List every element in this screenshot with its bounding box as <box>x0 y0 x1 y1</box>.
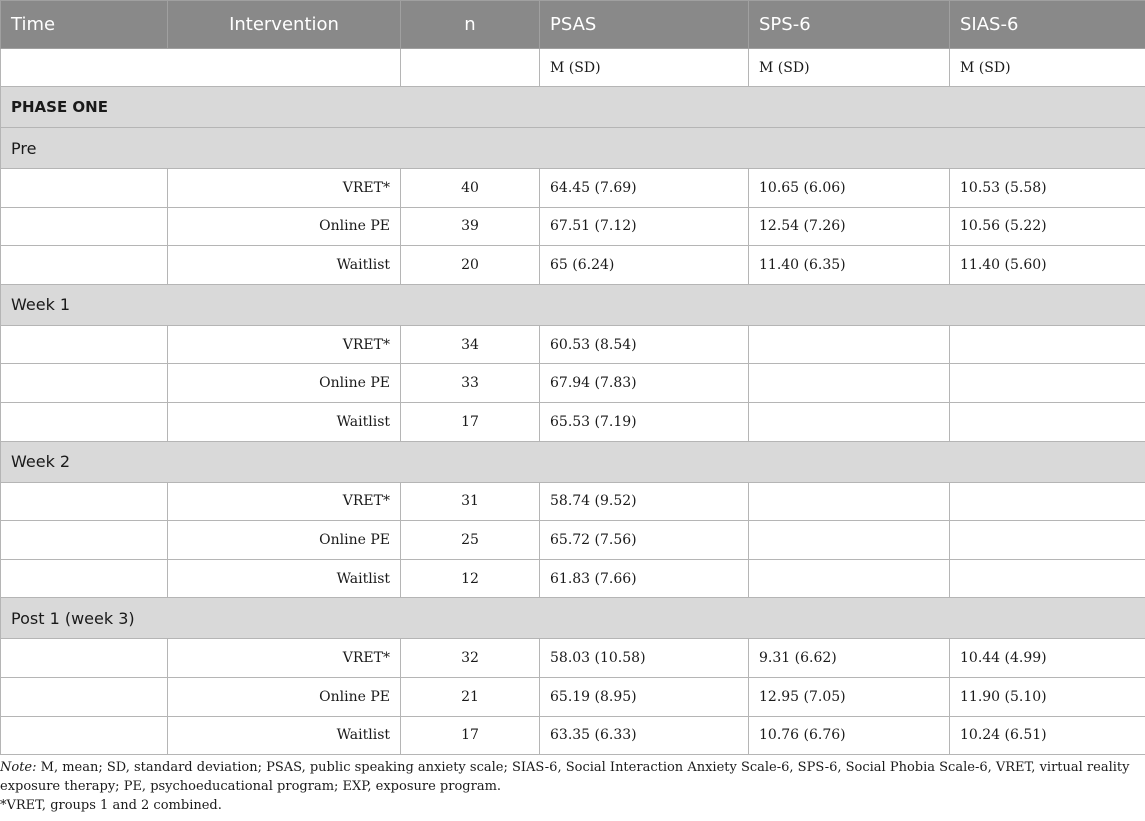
cell-sps6: 10.65 (6.06) <box>749 169 950 208</box>
cell-n: 40 <box>401 169 540 208</box>
cell-sias6: 10.53 (5.58) <box>950 169 1145 208</box>
cell-sps6 <box>749 364 950 403</box>
cell-psas: 58.74 (9.52) <box>540 482 749 521</box>
header-time: Time <box>1 1 168 49</box>
cell-sias6 <box>950 402 1145 441</box>
cell-psas: 67.51 (7.12) <box>540 207 749 246</box>
cell-intervention: VRET* <box>168 325 401 364</box>
cell-time-blank <box>1 559 168 598</box>
cell-intervention: VRET* <box>168 639 401 678</box>
subheader-psas: M (SD) <box>540 49 749 87</box>
cell-n: 12 <box>401 559 540 598</box>
cell-sps6 <box>749 521 950 560</box>
table-row <box>1 639 1145 678</box>
cell-n: 20 <box>401 246 540 285</box>
section-label: Pre <box>1 128 1145 169</box>
cell-time-blank <box>1 521 168 560</box>
subheader-blank <box>1 49 401 87</box>
cell-psas: 65 (6.24) <box>540 246 749 285</box>
header-n: n <box>401 1 540 49</box>
table-row <box>1 559 1145 598</box>
cell-intervention: Waitlist <box>168 246 401 285</box>
cell-sps6: 12.54 (7.26) <box>749 207 950 246</box>
table-row <box>1 677 1145 716</box>
cell-psas: 58.03 (10.58) <box>540 639 749 678</box>
cell-sias6 <box>950 364 1145 403</box>
cell-n: 34 <box>401 325 540 364</box>
cell-intervention: Online PE <box>168 521 401 560</box>
cell-intervention: VRET* <box>168 482 401 521</box>
table-row <box>1 482 1145 521</box>
cell-sias6: 11.90 (5.10) <box>950 677 1145 716</box>
section-label: Post 1 (week 3) <box>1 598 1145 639</box>
section-label: Week 2 <box>1 441 1145 482</box>
cell-n: 17 <box>401 716 540 755</box>
cell-intervention: Online PE <box>168 677 401 716</box>
cell-psas: 60.53 (8.54) <box>540 325 749 364</box>
cell-n: 32 <box>401 639 540 678</box>
cell-sps6 <box>749 325 950 364</box>
cell-sps6: 9.31 (6.62) <box>749 639 950 678</box>
cell-sps6: 12.95 (7.05) <box>749 677 950 716</box>
cell-n: 21 <box>401 677 540 716</box>
cell-sps6: 10.76 (6.76) <box>749 716 950 755</box>
header-row <box>1 1 1145 49</box>
cell-intervention: Waitlist <box>168 402 401 441</box>
cell-sias6 <box>950 325 1145 364</box>
table-notes <box>0 758 1140 815</box>
header-psas: PSAS <box>540 1 749 49</box>
cell-sias6: 10.24 (6.51) <box>950 716 1145 755</box>
section-row <box>1 284 1145 325</box>
cell-time-blank <box>1 325 168 364</box>
cell-n: 39 <box>401 207 540 246</box>
table-row <box>1 364 1145 403</box>
cell-n: 31 <box>401 482 540 521</box>
cell-sias6 <box>950 482 1145 521</box>
cell-time-blank <box>1 364 168 403</box>
section-row <box>1 128 1145 169</box>
cell-sps6 <box>749 482 950 521</box>
note-label: Note: <box>0 760 37 775</box>
header-sps6: SPS-6 <box>749 1 950 49</box>
table-row <box>1 402 1145 441</box>
cell-time-blank <box>1 716 168 755</box>
cell-sias6: 11.40 (5.60) <box>950 246 1145 285</box>
cell-sias6 <box>950 521 1145 560</box>
cell-psas: 67.94 (7.83) <box>540 364 749 403</box>
subheader-n-blank <box>401 49 540 87</box>
table-row <box>1 716 1145 755</box>
cell-sps6 <box>749 559 950 598</box>
cell-sias6 <box>950 559 1145 598</box>
cell-time-blank <box>1 677 168 716</box>
cell-psas: 63.35 (6.33) <box>540 716 749 755</box>
cell-psas: 65.19 (8.95) <box>540 677 749 716</box>
cell-n: 25 <box>401 521 540 560</box>
phase-label: PHASE ONE <box>1 87 1145 128</box>
subheader-row <box>1 49 1145 87</box>
table-row <box>1 169 1145 208</box>
cell-intervention: Waitlist <box>168 716 401 755</box>
header-sias6: SIAS-6 <box>950 1 1145 49</box>
cell-sps6: 11.40 (6.35) <box>749 246 950 285</box>
cell-intervention: Waitlist <box>168 559 401 598</box>
cell-intervention: VRET* <box>168 169 401 208</box>
note-paragraph <box>0 758 1140 796</box>
cell-psas: 64.45 (7.69) <box>540 169 749 208</box>
section-label: Week 1 <box>1 284 1145 325</box>
cell-intervention: Online PE <box>168 364 401 403</box>
header-intervention: Intervention <box>168 1 401 49</box>
table-row <box>1 207 1145 246</box>
table-row <box>1 246 1145 285</box>
cell-time-blank <box>1 482 168 521</box>
cell-sias6: 10.44 (4.99) <box>950 639 1145 678</box>
cell-psas: 65.53 (7.19) <box>540 402 749 441</box>
subheader-sias6: M (SD) <box>950 49 1145 87</box>
cell-psas: 61.83 (7.66) <box>540 559 749 598</box>
note-text: M, mean; SD, standard deviation; PSAS, public speaking anxiety scale; SIAS-6, Social Interaction Anxiety Scale-6, SPS-6, Social Phobia Scale-6, VRET, virtual reality exposure therapy; PE, psychoeducational program; EXP, exposure program. <box>0 760 1130 794</box>
cell-time-blank <box>1 402 168 441</box>
cell-time-blank <box>1 207 168 246</box>
cell-intervention: Online PE <box>168 207 401 246</box>
phase-row <box>1 87 1145 128</box>
cell-time-blank <box>1 639 168 678</box>
table-row <box>1 521 1145 560</box>
subheader-sps6: M (SD) <box>749 49 950 87</box>
cell-time-blank <box>1 169 168 208</box>
table-row <box>1 325 1145 364</box>
section-row <box>1 441 1145 482</box>
footnote: *VRET, groups 1 and 2 combined. <box>0 798 222 813</box>
cell-n: 33 <box>401 364 540 403</box>
cell-psas: 65.72 (7.56) <box>540 521 749 560</box>
cell-sps6 <box>749 402 950 441</box>
cell-n: 17 <box>401 402 540 441</box>
section-row <box>1 598 1145 639</box>
cell-sias6: 10.56 (5.22) <box>950 207 1145 246</box>
cell-time-blank <box>1 246 168 285</box>
